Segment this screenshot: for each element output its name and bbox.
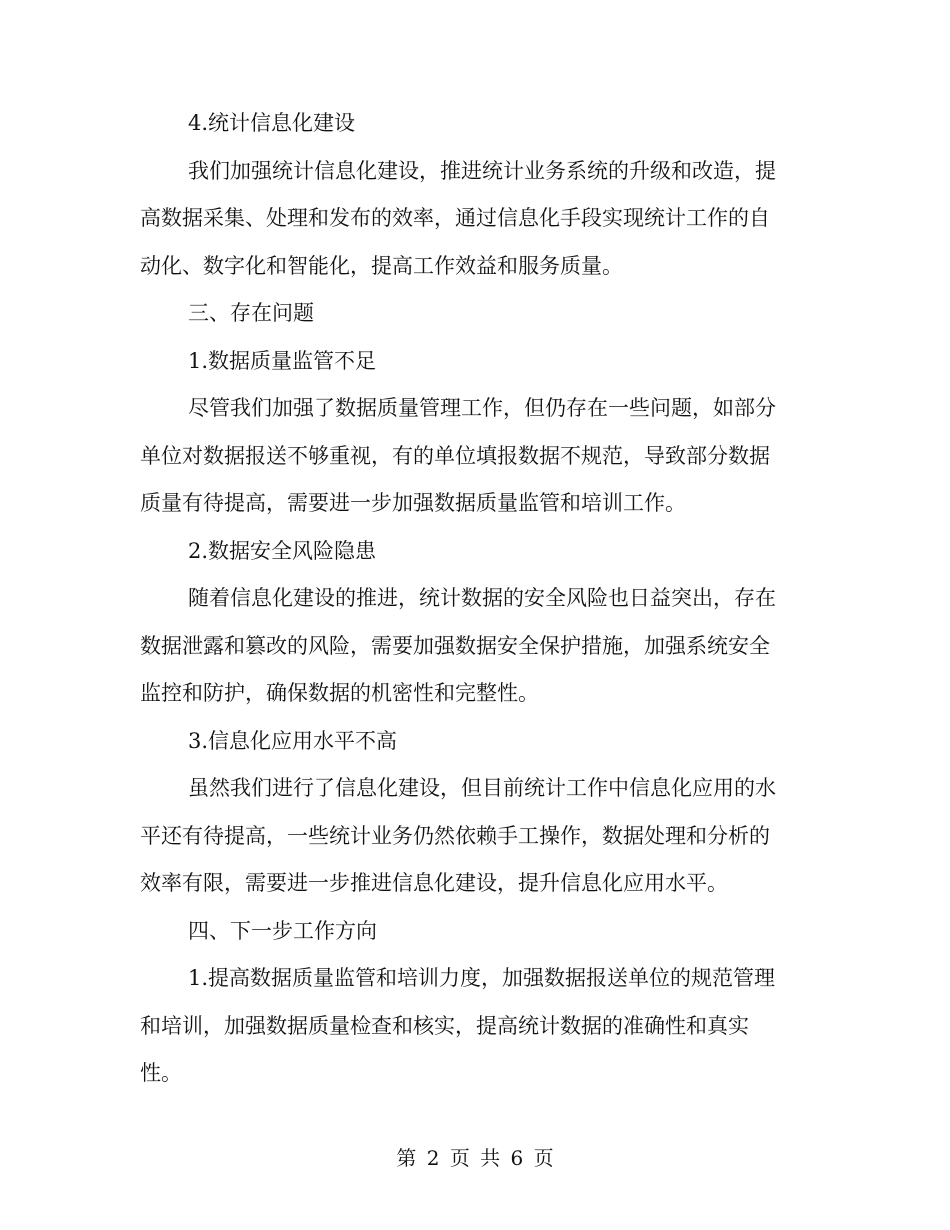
section-heading: 四、下一步工作方向 bbox=[188, 918, 377, 943]
paragraph-line: 数据泄露和篡改的风险，需要加强数据安全保护措施，加强系统安全 bbox=[140, 633, 770, 658]
document-body bbox=[140, 100, 800, 1098]
paragraph-line: 质量有待提高，需要进一步加强数据质量监管和培训工作。 bbox=[140, 491, 686, 515]
paragraph-line: 单位对数据报送不够重视，有的单位填报数据不规范，导致部分数据 bbox=[140, 443, 770, 468]
paragraph-line: 1.提高数据质量监管和培训力度，加强数据报送单位的规范管理 bbox=[188, 966, 776, 990]
paragraph-line: 我们加强统计信息化建设，推进统计业务系统的升级和改造，提 bbox=[188, 158, 776, 183]
paragraph-line: 随着信息化建设的推进，统计数据的安全风险也日益突出，存在 bbox=[188, 586, 776, 610]
paragraph-line: 虽然我们进行了信息化建设，但目前统计工作中信息化应用的水 bbox=[188, 776, 776, 800]
section-heading: 3.信息化应用水平不高 bbox=[188, 728, 398, 753]
section-heading: 4.统计信息化建设 bbox=[188, 111, 356, 135]
section-heading: 2.数据安全风险隐患 bbox=[188, 538, 377, 563]
paragraph-line: 效率有限，需要进一步推进信息化建设，提升信息化应用水平。 bbox=[140, 871, 728, 895]
section-heading: 1.数据质量监管不足 bbox=[188, 348, 377, 373]
paragraph-line: 性。 bbox=[140, 1061, 182, 1085]
paragraph-line: 监控和防护，确保数据的机密性和完整性。 bbox=[140, 681, 539, 705]
paragraph-line: 动化、数字化和智能化，提高工作效益和服务质量。 bbox=[140, 253, 623, 278]
paragraph-line: 和培训，加强数据质量检查和核实，提高统计数据的准确性和真实 bbox=[140, 1013, 749, 1038]
section-heading: 三、存在问题 bbox=[188, 301, 314, 325]
paragraph-line: 尽管我们加强了数据质量管理工作，但仍存在一些问题，如部分 bbox=[188, 396, 776, 420]
page-number-footer: 第 2 页 共 6 页 bbox=[396, 1146, 554, 1170]
paragraph-line: 平还有待提高，一些统计业务仍然依赖手工操作，数据处理和分析的 bbox=[140, 823, 770, 848]
paragraph-line: 高数据采集、处理和发布的效率，通过信息化手段实现统计工作的自 bbox=[140, 206, 770, 230]
